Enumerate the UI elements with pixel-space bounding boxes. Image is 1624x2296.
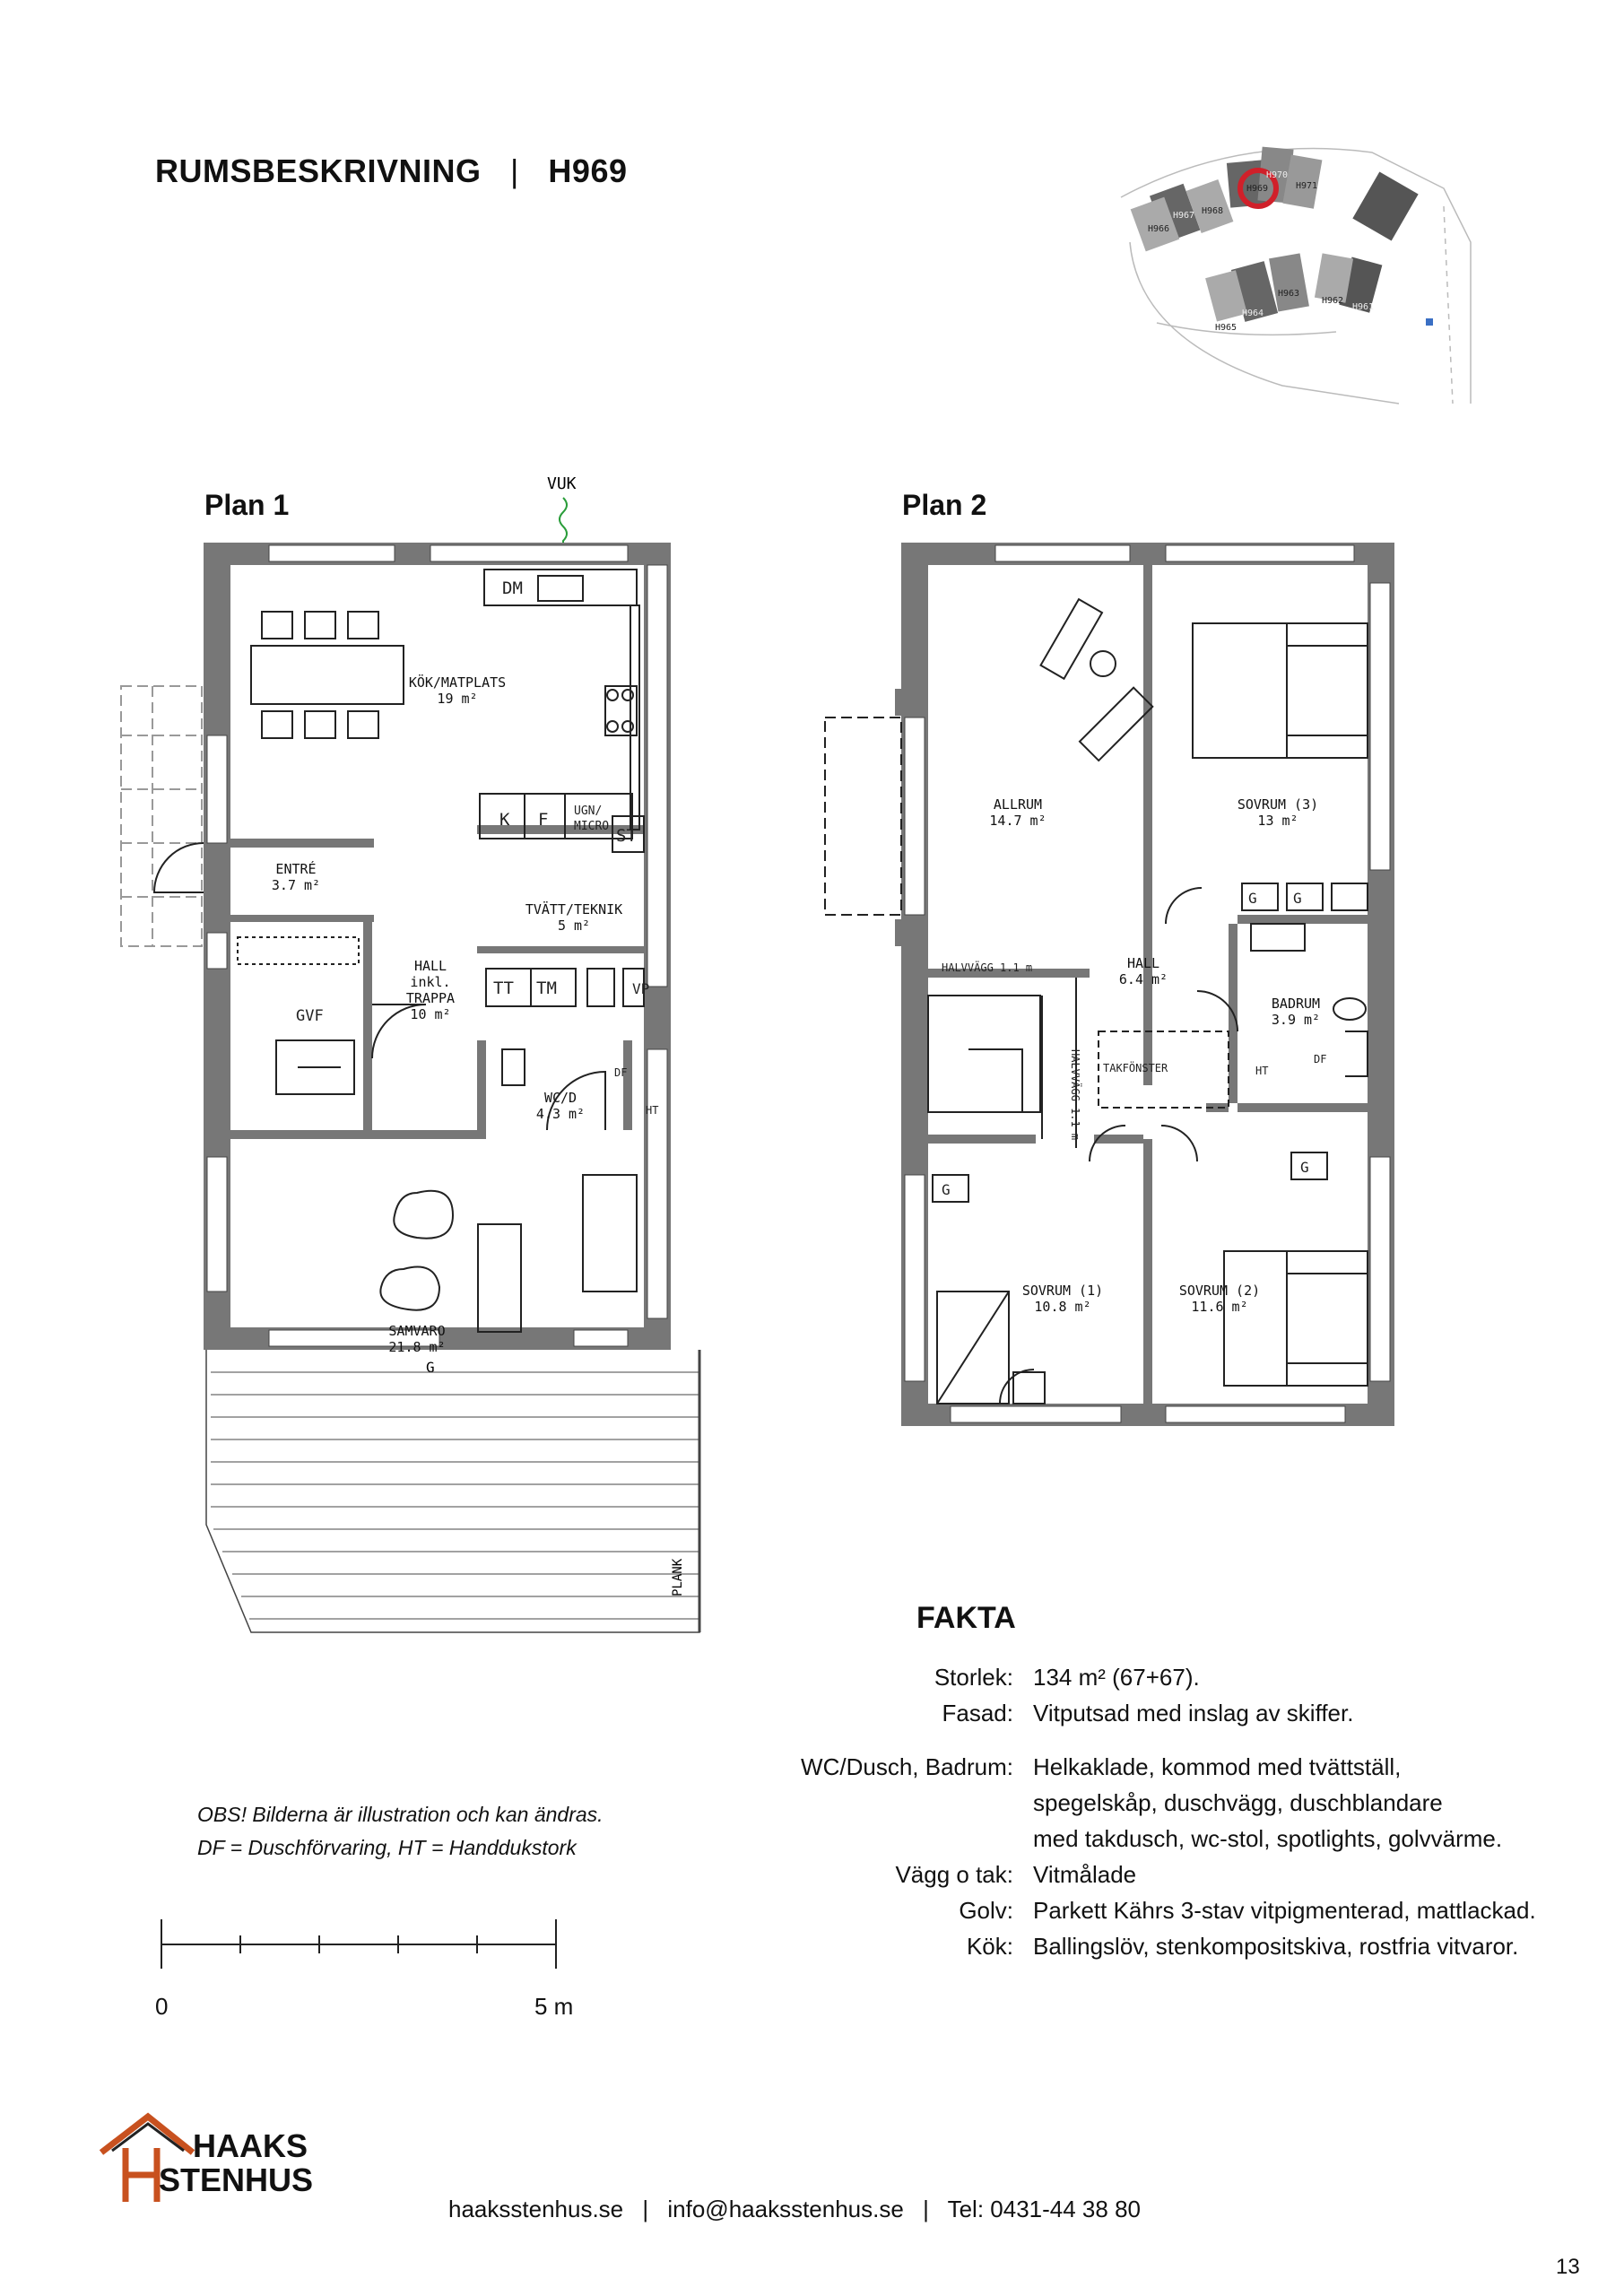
svg-text:G: G	[1293, 890, 1302, 907]
halvvagg-label: HALVVÄGG 1.1 m	[942, 961, 1033, 974]
svg-text:H971: H971	[1296, 181, 1318, 191]
site-map	[1103, 117, 1480, 413]
svg-text:H961: H961	[1352, 302, 1375, 312]
entry-door	[154, 843, 204, 892]
scale-end: 5 m	[534, 1993, 574, 2020]
svg-text:H966: H966	[1148, 224, 1170, 234]
fakta-row: Vägg o tak: Vitmålade	[895, 1861, 1137, 1888]
svg-text:HT: HT	[1255, 1065, 1269, 1077]
footer-website[interactable]: haaksstenhus.se	[448, 2196, 624, 2222]
disclaimer-note: OBS! Bilderna är illustration och kan ändras. DF = Duschförvaring, HT = Handdukstork	[197, 1803, 604, 1859]
plan2-title: Plan 2	[902, 489, 987, 521]
takfonster-label: TAKFÖNSTER	[1103, 1062, 1168, 1074]
page-title: RUMSBESKRIVNING | H969	[155, 152, 628, 189]
footer-email[interactable]: info@haaksstenhus.se	[667, 2196, 904, 2222]
svg-text:TT: TT	[493, 978, 514, 998]
plan1-title: Plan 1	[204, 489, 290, 521]
scale-start: 0	[155, 1993, 169, 2020]
svg-text:VP: VP	[632, 980, 650, 997]
room-sovrum-1: SOVRUM (1) 10.8 m²	[1021, 1283, 1104, 1315]
svg-text:UGN/: UGN/	[574, 804, 603, 818]
fakta-row: spegelskåp, duschvägg, duschblandare	[1033, 1789, 1443, 1816]
svg-text:G: G	[426, 1359, 435, 1376]
footer-phone[interactable]: Tel: 0431-44 38 80	[947, 2196, 1141, 2222]
svg-text:H964: H964	[1242, 309, 1264, 318]
st-label: ST	[616, 826, 637, 846]
svg-text:H963: H963	[1278, 289, 1300, 299]
room-hall-1: HALL inkl. TRAPPA 10 m²	[405, 958, 456, 1022]
logo-text-1: HAAKS	[193, 2127, 308, 2164]
fakta-table	[744, 1659, 1605, 1964]
room-hall-2: HALL 6.4 m²	[1118, 955, 1168, 987]
fakta-row: med takdusch, wc-stol, spotlights, golvvärme.	[1033, 1825, 1503, 1852]
svg-text:HALVVÄGG 1.1 m: HALVVÄGG 1.1 m	[1069, 1049, 1081, 1141]
plank-label: PLANK	[671, 1558, 685, 1596]
svg-text:HT: HT	[646, 1104, 659, 1117]
svg-text:GVF: GVF	[296, 1007, 324, 1025]
fakta-row: Storlek: 134 m² (67+67).	[934, 1664, 1200, 1691]
house-fristaende	[1352, 172, 1418, 241]
logo-text-2: STENHUS	[159, 2161, 314, 2198]
vuk-label: VUK	[547, 474, 577, 493]
room-badrum: BADRUM 3.9 m²	[1271, 996, 1321, 1028]
room-kok: KÖK/MATPLATS 19 m²	[408, 674, 507, 707]
room-wc: WC/D 4.3 m²	[535, 1090, 586, 1122]
page-number: 13	[1556, 2255, 1580, 2279]
svg-text:H962: H962	[1322, 296, 1344, 306]
svg-text:H965: H965	[1215, 323, 1238, 333]
company-logo	[94, 2108, 318, 2206]
fakta-row: Fasad: Vitputsad med inslag av skiffer.	[942, 1700, 1354, 1726]
room-tvatt: TVÄTT/TEKNIK 5 m²	[525, 901, 623, 934]
svg-text:H970: H970	[1266, 170, 1289, 180]
scale-bar	[152, 1901, 583, 1991]
svg-text:DF: DF	[614, 1066, 628, 1079]
svg-text:H968: H968	[1202, 206, 1224, 216]
freezer-label: F	[538, 810, 549, 830]
svg-text:TM: TM	[536, 978, 557, 998]
fridge-label: K	[499, 810, 510, 830]
room-sovrum-2: SOVRUM (2) 11.6 m²	[1178, 1283, 1261, 1315]
dm-label: DM	[502, 578, 523, 598]
svg-text:H969: H969	[1246, 184, 1269, 194]
svg-text:MICRO: MICRO	[574, 820, 610, 833]
room-samvaro: SAMVARO 21.8 m²	[388, 1323, 446, 1355]
fakta-row: WC/Dusch, Badrum: Helkaklade, kommod med tvättställ,	[801, 1753, 1402, 1780]
footer-contact: haaksstenhus.se | info@haaksstenhus.se | Tel: 0431-44 38 80	[448, 2196, 1141, 2222]
room-allrum: ALLRUM 14.7 m²	[989, 796, 1046, 829]
room-sovrum-3: SOVRUM (3) 13 m²	[1237, 796, 1319, 829]
svg-text:G: G	[1300, 1159, 1309, 1176]
title-separator: |	[510, 152, 519, 189]
svg-text:H967: H967	[1173, 211, 1195, 221]
room-entre: ENTRÉ 3.7 m²	[271, 861, 321, 893]
fakta-row: Golv: Parkett Kährs 3-stav vitpigmenterad, mattlackad.	[959, 1897, 1536, 1924]
fakta-title: FAKTA	[916, 1601, 1016, 1635]
floor-plan-1	[108, 466, 735, 1812]
svg-text:G: G	[942, 1181, 951, 1198]
fakta-row: Kök: Ballingslöv, stenkompositskiva, rostfria vitvaror.	[966, 1933, 1519, 1960]
svg-text:DF: DF	[1314, 1053, 1327, 1065]
house-code: H969	[548, 152, 628, 189]
svg-text:G: G	[1248, 890, 1257, 907]
